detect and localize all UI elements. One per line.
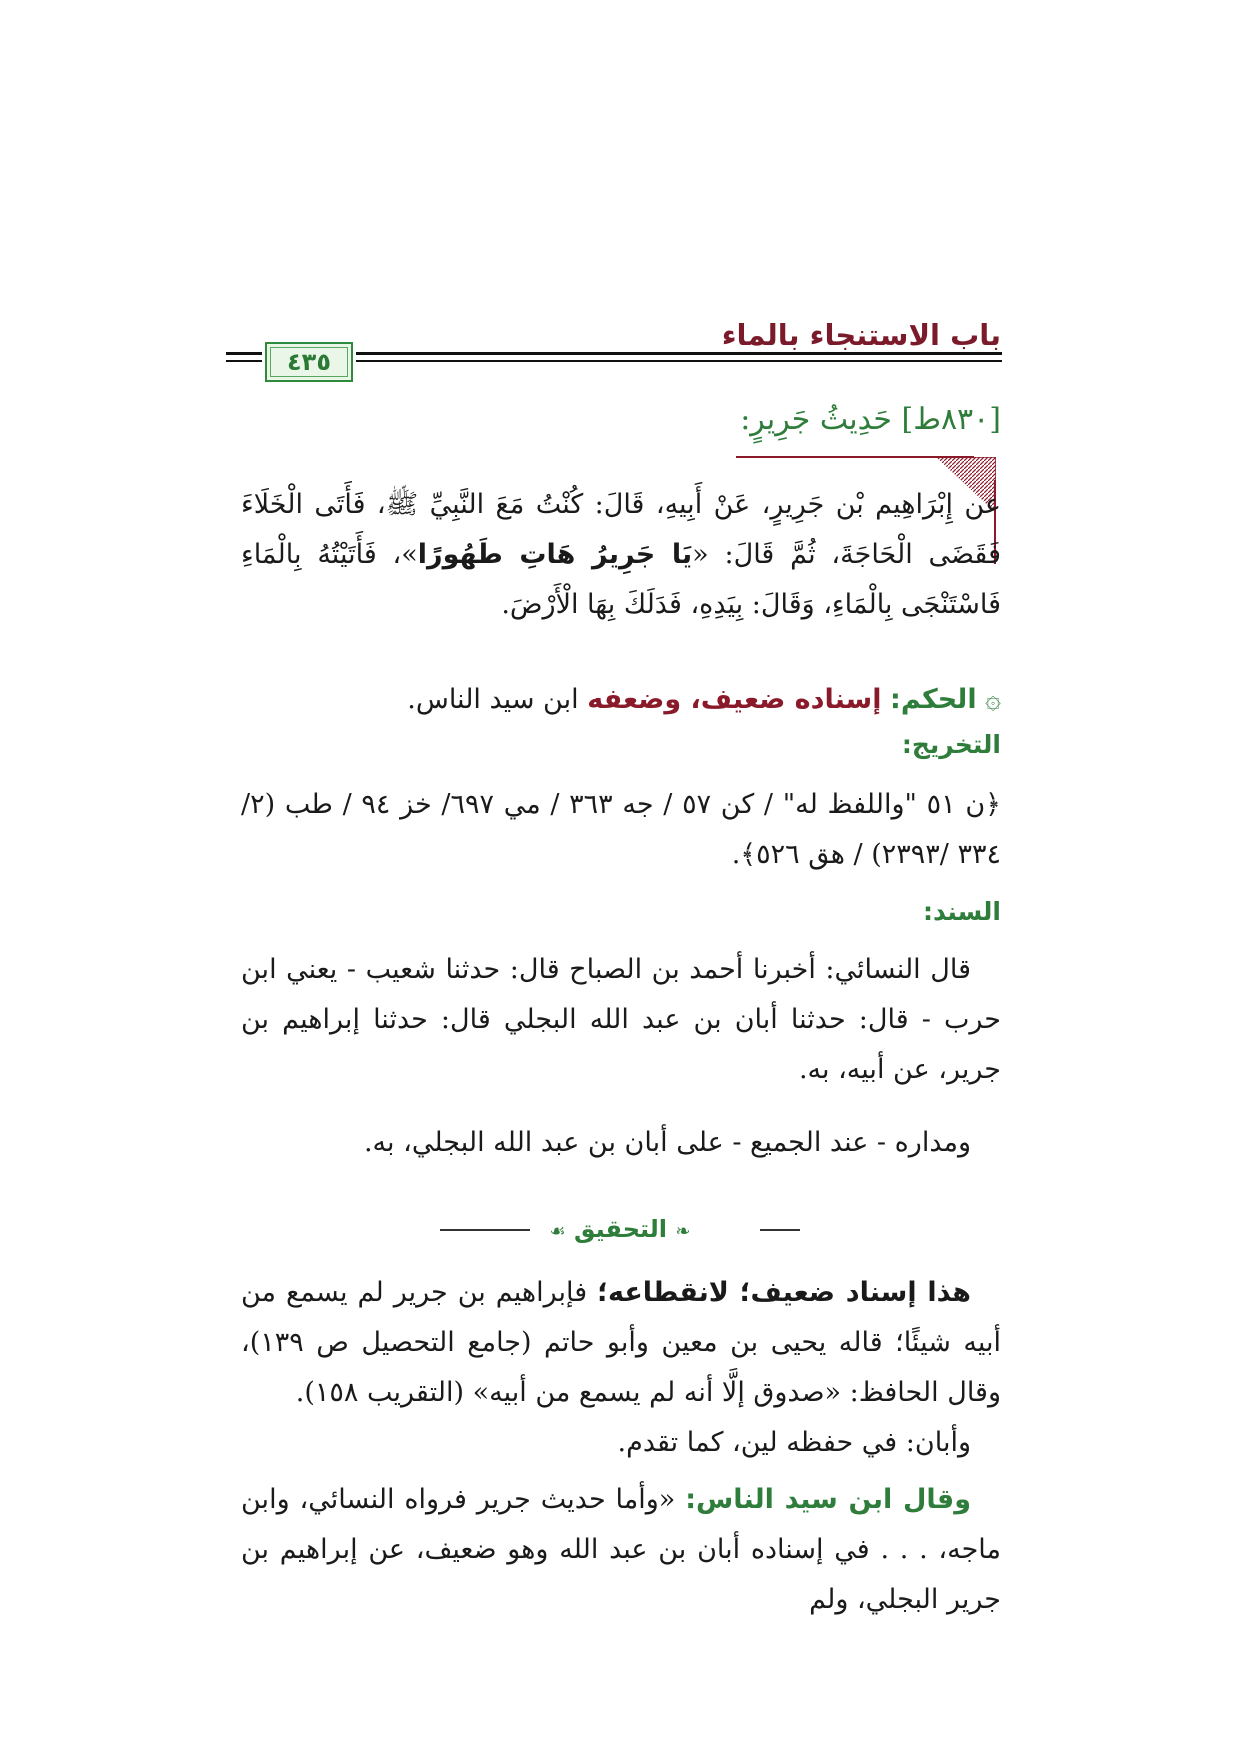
hadith-title: حَدِيثُ جَرِيرٍ: [740,402,892,437]
tahqiq-p3-label: وقال ابن سيد الناس: [685,1484,971,1515]
hadith-text-part2: »، فَأَتَيْتُهُ بِالْمَاءِ فَاسْتَنْجَى بِالْمَاءِ، وَقَالَ: بِيَدِهِ، فَدَلَكَ بِهَا الْأَرْضَ. [241,539,1001,620]
hadith-text-part1: عن إِبْرَاهِيم بْن جَرِيرٍ، عَنْ أَبِيهِ، قَالَ: كُنْتُ مَعَ النَّبِيِّ ﷺ، فَأَتَى الْخَلَاءَ فَقَضَى الْحَاجَةَ، ثُمَّ قَالَ: « [241,489,1001,570]
sanad-text: قال النسائي: أخبرنا أحمد بن الصباح قال: حدثنا شعيب - يعني ابن حرب - قال: حدثنا أبان بن عبد الله البجلي قال: حدثنا إبراهيم بن جرير، عن أبيه، به. [241,954,1001,1085]
ruling-rest: ابن سيد الناس. [407,684,579,715]
chapter-title: باب الاستنجاء بالماء [721,318,1001,352]
sanad-madar: ومداره - عند الجميع - على أبان بن عبد الله البجلي، به. [363,1127,971,1158]
tahqiq-p1-text: فإبراهيم بن جرير لم يسمع من أبيه شيئًا؛ قاله يحيى بن معين وأبو حاتم (جامع التحصيل ص ١٣٩)، وقال الحافظ: «صدوق إلَّا أنه لم يسمع من أبيه» (التقريب ١٥٨). [241,1277,1001,1408]
header-rule-left [226,352,262,355]
ruling-line [241,675,1001,725]
flourish-icon: ☙ [549,1221,566,1242]
tahqiq-p2: وأبان: في حفظه لين، كما تقدم. [617,1427,971,1458]
ruling-value: إسناده ضعيف، وضعفه [587,684,882,715]
hadith-heading [740,402,1001,437]
tahqiq-title: التحقيق [574,1215,668,1243]
ruling-icon: ۞ [985,684,1001,715]
tahqiq-title-wrap [440,1215,800,1243]
tahqiq-p1 [241,1268,1001,1418]
hadith-text [241,480,1001,630]
hadith-number: [٨٣٠ط] [901,402,1001,437]
takhrij-text: ﴿ن ٥١ "واللفظ له" / كن ٥٧ / جه ٣٦٣ / مي ٦٩٧/ خز ٩٤ / طب (٢/ ٣٣٤ /٢٣٩٣) / هق ٥٢٦﴾. [241,789,1001,870]
tahqiq-divider [440,1215,800,1245]
sanad-label: السند: [922,897,1001,926]
header-rule-left-thin [226,360,262,362]
page-number-badge [265,342,353,382]
tahqiq-lead: هذا إسناد ضعيف؛ لانقطاعه؛ [597,1277,971,1308]
hadith-text-bold: يَا جَرِيرُ هَاتِ طَهُورًا [417,539,693,570]
tahqiq-p3-text: «وأما حديث جرير فرواه النسائي، وابن ماجه، . . . في إسناده أبان بن عبد الله وهو ضعيف، عن إبراهيم بن جرير البجلي، ولم [241,1484,1001,1615]
ruling-label: الحكم: [890,684,977,715]
page-number: ٤٣٥ [287,348,331,376]
tahqiq-p3 [241,1475,1001,1625]
takhrij-label: التخريج: [901,730,1001,759]
flourish-icon: ❧ [675,1221,691,1242]
header-rule-thin [356,360,1002,362]
header-rule [356,352,1002,355]
